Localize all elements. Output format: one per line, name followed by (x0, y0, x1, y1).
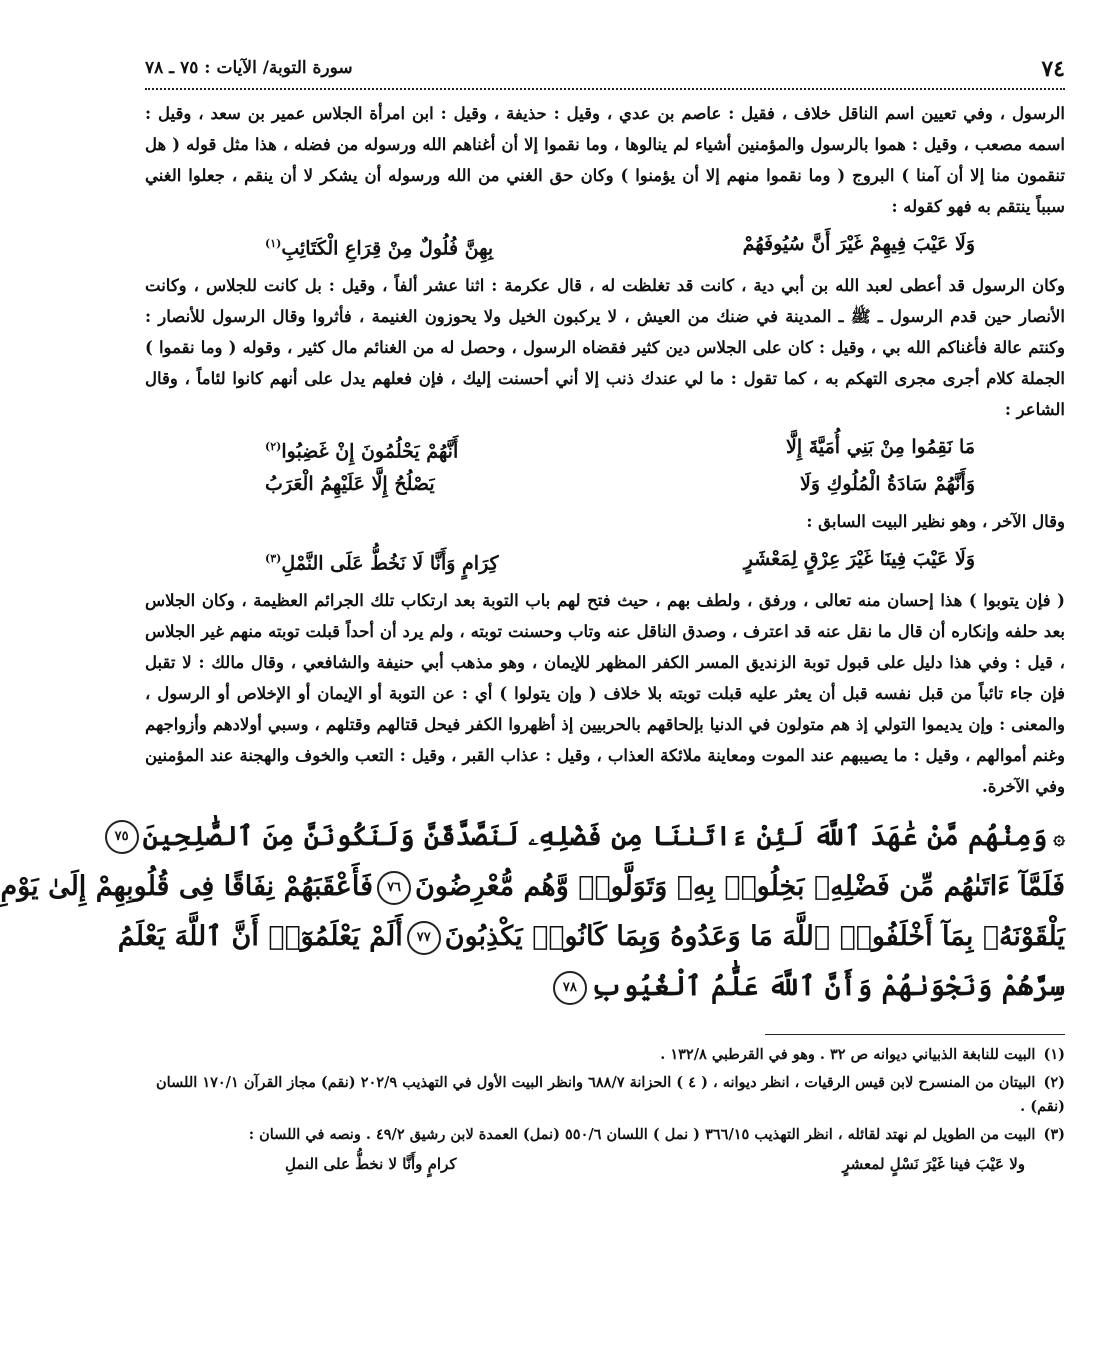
page-number: ٧٤ (1041, 56, 1065, 82)
ayah-number-75: ٧٥ (105, 820, 139, 854)
poem-line (145, 468, 1065, 500)
hemistich-second (265, 543, 499, 579)
poem-line (145, 431, 1065, 467)
ayah-number-76: ٧٦ (377, 871, 411, 905)
ayah-number-77: ٧٧ (407, 921, 441, 955)
hemistich-second: كرامٍ وأَنَّا لا نخطُّ على النملِ (285, 1155, 457, 1174)
hemistich-text: كِرَامٍ وَأَنَّا لَا نَخُطُّ عَلَى النَّمْلِ (281, 551, 499, 574)
running-header (145, 50, 1065, 90)
quran-text: فَلَمَّآ ءَاتَىٰهُم مِّن فَضْلِهِۦ بَخِلُوا۟ بِهِۦ وَتَوَلَّوا۟ وَّهُم مُّعْرِضُونَ (415, 871, 1065, 903)
quran-text: سِرَّهُمْ وَنَجْوَىٰهُمْ وَأَنَّ ٱللَّهَ عَلَّٰمُ ٱلْغُيُوبِ (590, 971, 1065, 1003)
hemistich-first: وَلَا عَيْبَ فِينَا غَيْرَ عِرْقٍ لِمَعْشَرٍ (743, 547, 975, 570)
hemistich-first: وَلَا عَيْبَ فِيهِمْ غَيْرَ أَنَّ سُيُوفَهُمْ (742, 233, 975, 255)
poem-verse-3 (145, 543, 1065, 579)
footnote-number: (٢) (1043, 1074, 1065, 1092)
footnote-1 (145, 1043, 1065, 1067)
quran-text: أَلَمْ يَعْلَمُوٓا۟ أَنَّ ٱللَّهَ يَعْلَمُ (117, 921, 403, 953)
poem-verse-1 (145, 228, 1065, 264)
footnote-2 (145, 1071, 1065, 1119)
paragraph-1: الرسول ، وفي تعيين اسم الناقل خلاف ، فقيل : عاصم بن عدي ، وقيل : حذيفة ، وقيل : ابن امرأة الجلاس عمير بن سعد ، وقيل : اسمه مصعب ، وقيل : هموا بالرسول والمؤمنين أشياء لم ينالوها ، وما نقموا إلا أن أغناهم الله ورسوله من فضله ، هذا مثل قوله ( هل تنقمون منا إلا أن آمنا ) البروج ( وما نقموا منهم إلا أن يؤمنوا ) وكان حق الغني من الله ورسوله أن يشكر لا أن ينقم ، جعلوا الغني سبباً ينتقم به فهو كقوله : (145, 104, 1065, 216)
hemistich-text: أَنَّهُمْ يَحْلُمُونَ إِنْ غَضِبُوا (281, 440, 459, 463)
poem-line (145, 543, 1065, 579)
footnote-3 (145, 1123, 1065, 1147)
hemistich-first: مَا نَقِمُوا مِنْ بَنِي أُمَيَّةَ إِلَّا (785, 436, 975, 459)
hemistich-second (265, 228, 493, 264)
ayah-number-78: ٧٨ (553, 971, 587, 1005)
paragraph-4: ( فإن يتوبوا ) هذا إحسان منه تعالى ، ورفق ، ولطف بهم ، حيث فتح لهم باب التوبة بعد ارتكاب تلك الجرائم العظيمة ، وكان الجلاس بعد حلفه وإنكاره أن قال ما نقل عنه قد اعترف ، وصدق الناقل عنه وتاب وحسنت توبته ، ولم يرد أن أحداً قبلت توبته منهم غير الجلاس ، قيل : وفي هذا دليل على قبول توبة الزنديق المسر الكفر المظهر للإيمان ، وهو مذهب أبي حنيفة والشافعي ، وقال مالك : لا تقبل فإن جاء تائباً من قبل نفسه قبل أن يعثر عليه قبلت توبته بلا خلاف ( وإن يتولوا ) أي : عن التوبة أو الإيمان أو الإخلاص أو الرسول ، والمعنى : وإن يديموا التولي إذ هم متولون في الدنيا بإلحاقهم بالحربيين إذ أظهروا الكفر فيحل قتالهم وقتلهم ، وسبي أولادهم وأزواجهم وغنم أموالهم ، وقيل : ما يصيبهم عند الموت ومعاينة ملائكة العذاب ، وقيل : عذاب القبر ، وقيل : التعب والخوف والهجنة عند المؤمنين وفي الآخرة. (145, 590, 1065, 796)
quran-text: يَلْقَوْنَهُۥ بِمَآ أَخْلَفُوا۟ ٱللَّهَ مَا وَعَدُوهُ وَبِمَا كَانُوا۟ يَكْذِبُونَ (444, 921, 1065, 953)
footnote-text: البيتان من المنسرح لابن قيس الرقيات ، انظر ديوانه ، ( ٤ ) الحزانة ٦٨٨/٧ وانظر البيت الأول في التهذيب ٢٠٢/٩ (نقم) مجاز القرآن ١٧٠/١ اللسان (نقم) . (156, 1074, 1065, 1116)
quran-text: فَأَعْقَبَهُمْ نِفَاقًا فِى قُلُوبِهِمْ إِلَىٰ يَوْمِ (0, 871, 374, 903)
footnote-text: البيت من الطويل لم نهتد لقائله ، انظر التهذيب ٣٦٦/١٥ ( نمل ) اللسان ٥٥٠/٦ (نمل) العمدة لابن رشيق ٤٩/٢ . ونصه في اللسان : (248, 1126, 1036, 1144)
quran-line-2 (0, 862, 1065, 912)
paragraph-3: وقال الآخر ، وهو نظير البيت السابق : (806, 511, 1065, 531)
quran-line-1 (114, 812, 1065, 863)
quran-line-3 (117, 912, 1065, 962)
quran-line-4 (145, 962, 1065, 1012)
hemistich-second: يَصْلُحُ إِلَّا عَلَيْهِمُ الْعَرَبُ (265, 472, 435, 495)
hemistich-first: وَأَنَّهُمْ سَادَةُ الْمُلُوكِ وَلَا (800, 472, 975, 495)
hemistich-text: بِهِنَّ فُلُولٌ مِنْ قِرَاعِ الْكَتَائِبِ (281, 237, 494, 260)
header-title: سورة التوبة/ الآيات : ٧٥ ـ ٧٨ (145, 58, 353, 78)
footnote-verse (145, 1151, 1065, 1177)
footnote-number: (٣) (1043, 1126, 1065, 1144)
hemistich-second (265, 431, 458, 467)
footnote-mark: (١) (265, 237, 282, 250)
quran-text: وَمِنْهُم مَّنْ عَٰهَدَ ٱللَّهَ لَئِنْ ءَاتَىٰنَا مِن فَضْلِهِۦ لَنَصَّدَّقَنَّ وَلَنَكُونَنَّ مِنَ ٱلصَّٰلِحِينَ (142, 820, 1048, 852)
paragraph-2: وكان الرسول قد أعطى لعبد الله بن أبي دية ، كانت قد تغلظت له ، قال عكرمة : اثنا عشر ألفاً ، وقيل : بل كانت للجلاس ، وكانت الأنصار حين قدم الرسول ـ ﷺ ـ المدينة في ضنك من العيش ، لا يركبون الخيل ولا يحوزون الغنيمة ، فأثروا وقال الرسول للأنصار : وكنتم عالة فأغناكم الله بي ، وقيل : كان على الجلاس دين كثير فقضاه الرسول ، وحصل له من الغنائم مال كثير ، وقوله ( وما نقموا ) الجملة كلام أجرى مجرى التهكم به ، كما تقول : ما لي عندك ذنب إلا أني أحسنت إليك ، فإن فعلهم يدل على أنهم كانوا لئاماً ، وقال الشاعر : (145, 276, 1065, 420)
footnote-mark: (٣) (265, 551, 282, 565)
footnote-number: (١) (1043, 1046, 1065, 1064)
footnote-divider (765, 1034, 1065, 1035)
footnote-text: البيت للنابغة الذبياني ديوانه ص ٣٢ . وهو في القرطبي ١٣٢/٨ . (660, 1046, 1036, 1064)
hemistich-first: ولا عَيْبَ فينا غَيْرَ نَسْلٍ لمعشرٍ (842, 1155, 1025, 1174)
footnote-mark: (٢) (265, 440, 282, 454)
poem-verse-2 (145, 431, 1065, 499)
quran-verses (0, 812, 1065, 1013)
poem-line (145, 228, 1065, 264)
book-page (0, 50, 1065, 1350)
rub-el-hizb-icon: ۞ (1053, 825, 1065, 850)
